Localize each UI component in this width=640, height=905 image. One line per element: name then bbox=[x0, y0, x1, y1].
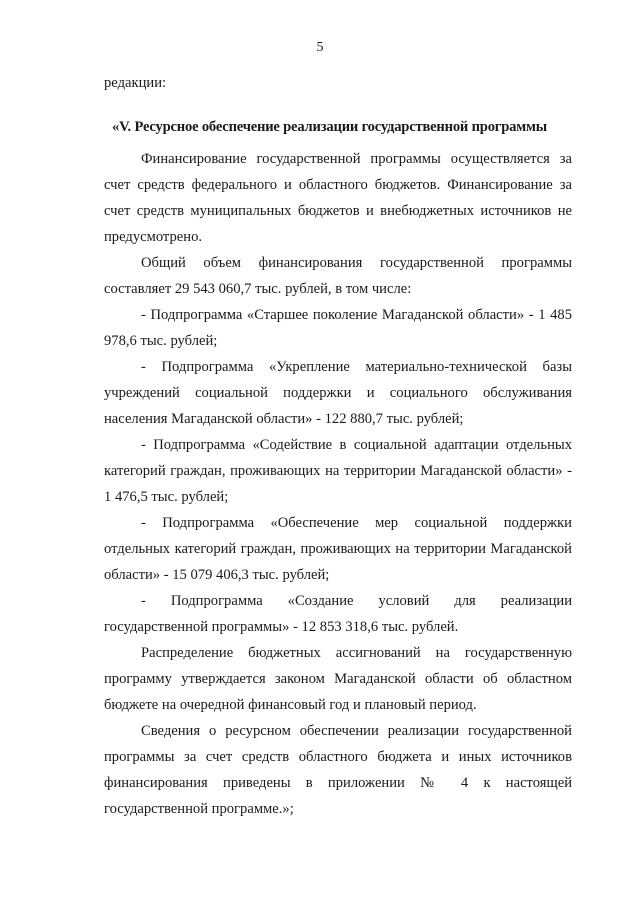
page-number: 5 bbox=[316, 40, 324, 55]
subprogram-item: - Подпрограмма «Содействие в социальной адаптации отдельных категорий граждан, проживающих на территории Магаданской области» - 1 476,5 тыс. рублей; bbox=[104, 437, 572, 505]
paragraph-financing-sources: Финансирование государственной программы осуществляется за счет средств федерального и областного бюджетов. Финансирование за счет средств муниципальных бюджетов и внебюджетных источников не предусмотрено. bbox=[104, 151, 572, 245]
subprogram-item: - Подпрограмма «Создание условий для реализации государственной программы» - 12 853 318,6 тыс. рублей. bbox=[104, 593, 572, 635]
lead-text: редакции: bbox=[104, 75, 167, 91]
paragraph-budget-allocation: Распределение бюджетных ассигнований на государственную программу утверждается законом Магаданской области об областном бюджете на очередной финансовый год и плановый период. bbox=[104, 645, 572, 713]
paragraph-resource-info: Сведения о ресурсном обеспечении реализации государственной программы за счет средств областного бюджета и иных источников финансирования приведены в приложении № 4 к настоящей государственной программе.»; bbox=[104, 723, 572, 817]
subprogram-item: - Подпрограмма «Обеспечение мер социальной поддержки отдельных категорий граждан, проживающих на территории Магаданской области» - 15 079 406,3 тыс. рублей; bbox=[104, 515, 572, 583]
document-body bbox=[104, 70, 572, 822]
subprogram-item: - Подпрограмма «Укрепление материально-технической базы учреждений социальной поддержки и социального обслуживания населения Магаданской области» - 122 880,7 тыс. рублей; bbox=[104, 359, 572, 427]
section-heading: «V. Ресурсное обеспечение реализации государственной программы bbox=[112, 119, 547, 135]
paragraph-total-volume: Общий объем финансирования государственной программы составляет 29 543 060,7 тыс. рублей, в том числе: bbox=[104, 255, 572, 297]
subprogram-item: - Подпрограмма «Старшее поколение Магаданской области» - 1 485 978,6 тыс. рублей; bbox=[104, 307, 572, 349]
